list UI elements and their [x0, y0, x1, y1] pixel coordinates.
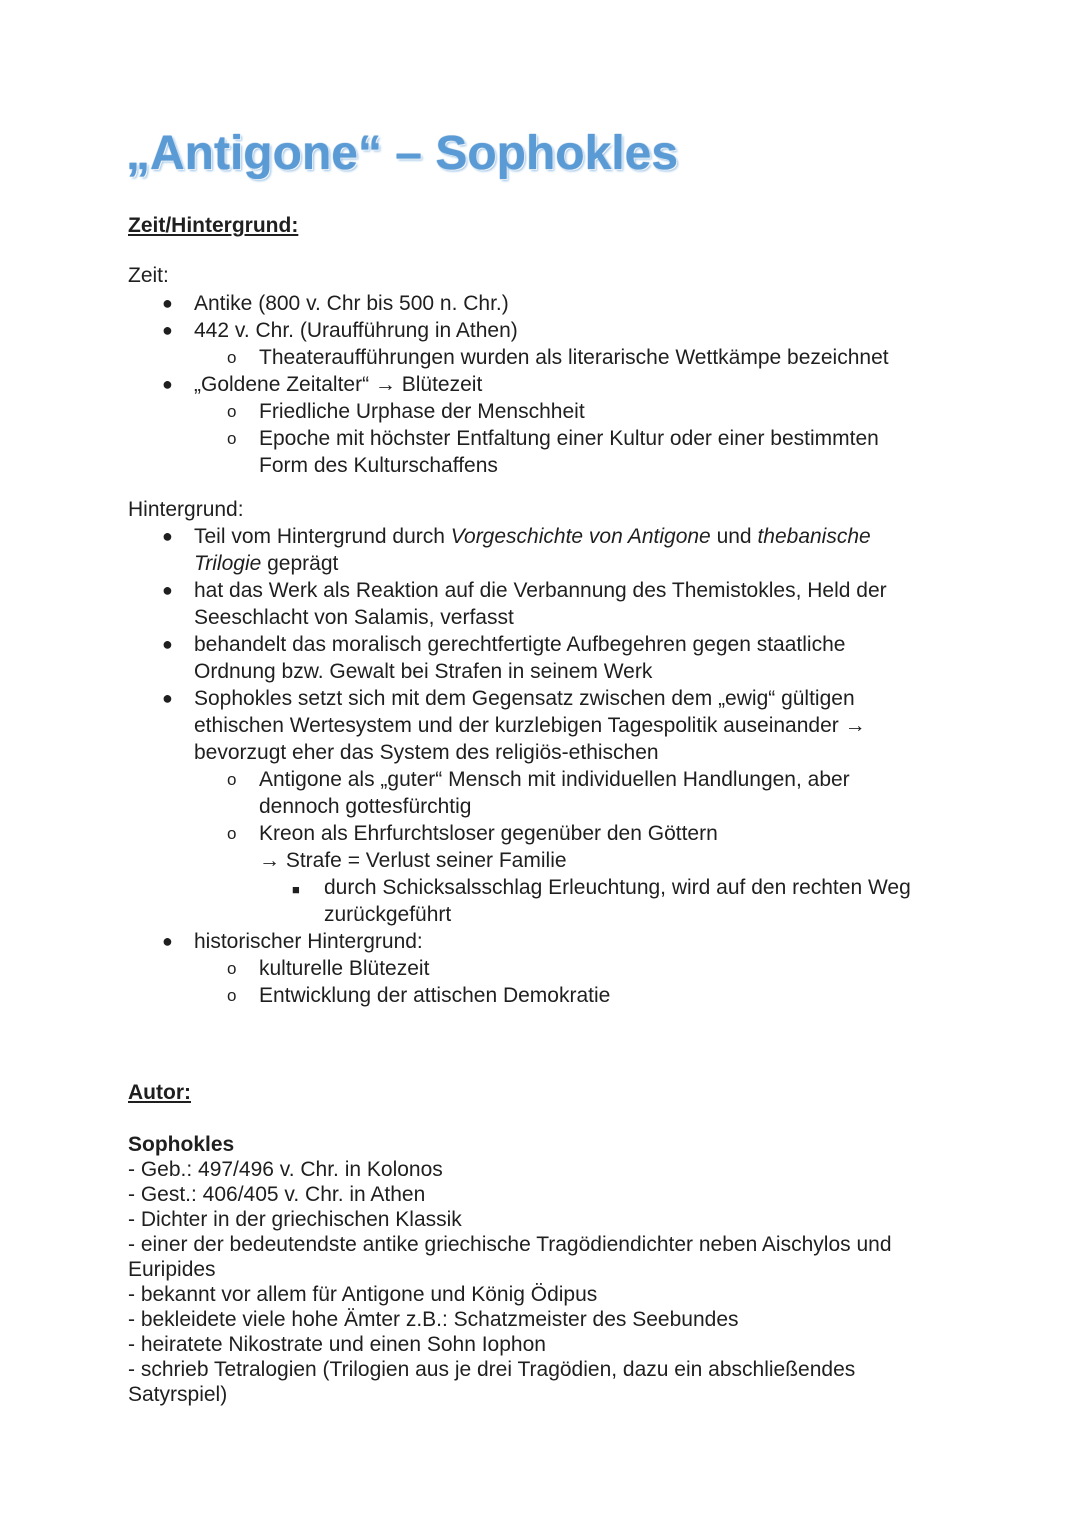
bullet-disc-icon: ● [162, 320, 173, 340]
zeit-label: Zeit: [128, 264, 169, 287]
list-item: o Epoche mit höchster Entfaltung einer Kultur oder einer bestimmten Form des Kulturschaffens [227, 427, 879, 477]
bullet-disc-icon: ● [162, 293, 173, 313]
list-item: o Antigone als „guter“ Mensch mit individuellen Handlungen, aber dennoch gottesfürchtig [227, 768, 850, 818]
list-item: o Friedliche Urphase der Menschheit [227, 400, 585, 423]
bullet-disc-icon: ● [162, 374, 173, 394]
bullet-disc-icon: ● [162, 526, 173, 546]
bullet-circle-icon: o [227, 348, 237, 367]
author-line: - bekannt vor allem für Antigone und König Ödipus [128, 1283, 598, 1306]
author-line: - heiratete Nikostrate und einen Sohn Iophon [128, 1333, 546, 1356]
author-line: - schrieb Tetralogien (Trilogien aus je drei Tragödien, dazu ein abschließendes Satyrspiel) [128, 1358, 856, 1406]
section-zeit-hintergrund [128, 214, 298, 238]
hintergrund-label: Hintergrund: [128, 498, 244, 521]
bullet-circle-icon: o [227, 824, 237, 843]
sub-list [128, 955, 914, 1009]
bullet-circle-icon: o [227, 986, 237, 1005]
list-item: o Entwicklung der attischen Demokratie [227, 984, 611, 1007]
author-line: - bekleidete viele hohe Ämter z.B.: Schatzmeister des Seebundes [128, 1308, 739, 1331]
author-line: - einer der bedeutendste antike griechische Tragödiendichter neben Aischylos und Euripides [128, 1233, 892, 1281]
bullet-circle-icon: o [227, 402, 237, 421]
hintergrund-block [128, 498, 914, 1009]
list-item: ■ durch Schicksalsschlag Erleuchtung, wird auf den rechten Weg zurückgeführt [292, 876, 911, 926]
bullet-circle-icon: o [227, 429, 237, 448]
list-item: o Kreon als Ehrfurchtsloser gegenüber den Göttern → Strafe = Verlust seiner Familie ■ durch Schicksalsschlag Erleuchtung, wird auf den rechten Weg zurückgeführt [194, 820, 914, 928]
bullet-disc-icon: ● [162, 688, 173, 708]
sub-list [128, 344, 914, 371]
bullet-disc-icon: ● [162, 634, 173, 654]
list-item: ● behandelt das moralisch gerechtfertigte Aufbegehren gegen staatliche Ordnung bzw. Gewalt bei Strafen in seinem Werk [162, 633, 846, 683]
list-item: ● „Goldene Zeitalter“ → Blütezeit o Friedliche Urphase der Menschheit o Epoche mit höchster Entfaltung einer Kultur oder einer bestimmten Form des Kulturschaffens [128, 371, 914, 479]
list-item: ● Teil vom Hintergrund durch Vorgeschichte von Antigone und thebanische Trilogie geprägt [162, 525, 871, 575]
section-heading: Zeit/Hintergrund: [128, 214, 299, 237]
zeit-block [128, 264, 914, 479]
bullet-square-icon: ■ [292, 882, 300, 897]
autor-block [128, 1132, 928, 1407]
list-item: ● 442 v. Chr. (Uraufführung in Athen) o Theateraufführungen wurden als literarische Wettkämpe bezeichnet [128, 317, 914, 371]
author-line: - Dichter in der griechischen Klassik [128, 1208, 462, 1231]
sub-sub-list [194, 874, 914, 928]
sub-list [128, 766, 914, 928]
author-line: - Geb.: 497/496 v. Chr. in Kolonos [128, 1158, 443, 1181]
section-autor [128, 1081, 191, 1105]
sub-list [128, 398, 914, 479]
section-heading: Autor: [128, 1081, 191, 1104]
list-item: ● Sophokles setzt sich mit dem Gegensatz zwischen dem „ewig“ gültigen ethischen Wertesystem und der kurzlebigen Tagespolitik auseinander → bevorzugt eher das System des religiös-ethischen o Antigone als „guter“ Mensch mit individuellen Handlungen, aber dennoch gottesfürchtig o Kreon als Ehrfurchtsloser gegenüber den Göttern → Strafe = Verlust seiner Familie ■ durch Schicksalsschlag Erleuchtung, wird auf den rechten Weg zurückgeführt [128, 685, 914, 928]
list-item: o kulturelle Blütezeit [227, 957, 430, 980]
bullet-circle-icon: o [227, 770, 237, 789]
hintergrund-list [128, 523, 914, 1009]
bullet-disc-icon: ● [162, 931, 173, 951]
document-title: „Antigone“ – Sophokles [126, 127, 679, 180]
list-item: ● Antike (800 v. Chr bis 500 n. Chr.) [162, 292, 509, 315]
bullet-disc-icon: ● [162, 580, 173, 600]
bullet-circle-icon: o [227, 959, 237, 978]
zeit-list [128, 290, 914, 479]
author-line: - Gest.: 406/405 v. Chr. in Athen [128, 1183, 426, 1206]
list-item: ● hat das Werk als Reaktion auf die Verbannung des Themistokles, Held der Seeschlacht von Salamis, verfasst [162, 579, 887, 629]
author-name: Sophokles [128, 1133, 235, 1156]
list-item: o Theateraufführungen wurden als literarische Wettkämpe bezeichnet [227, 346, 889, 369]
list-item: ● historischer Hintergrund: o kulturelle Blütezeit o Entwicklung der attischen Demokratie [128, 928, 914, 1009]
